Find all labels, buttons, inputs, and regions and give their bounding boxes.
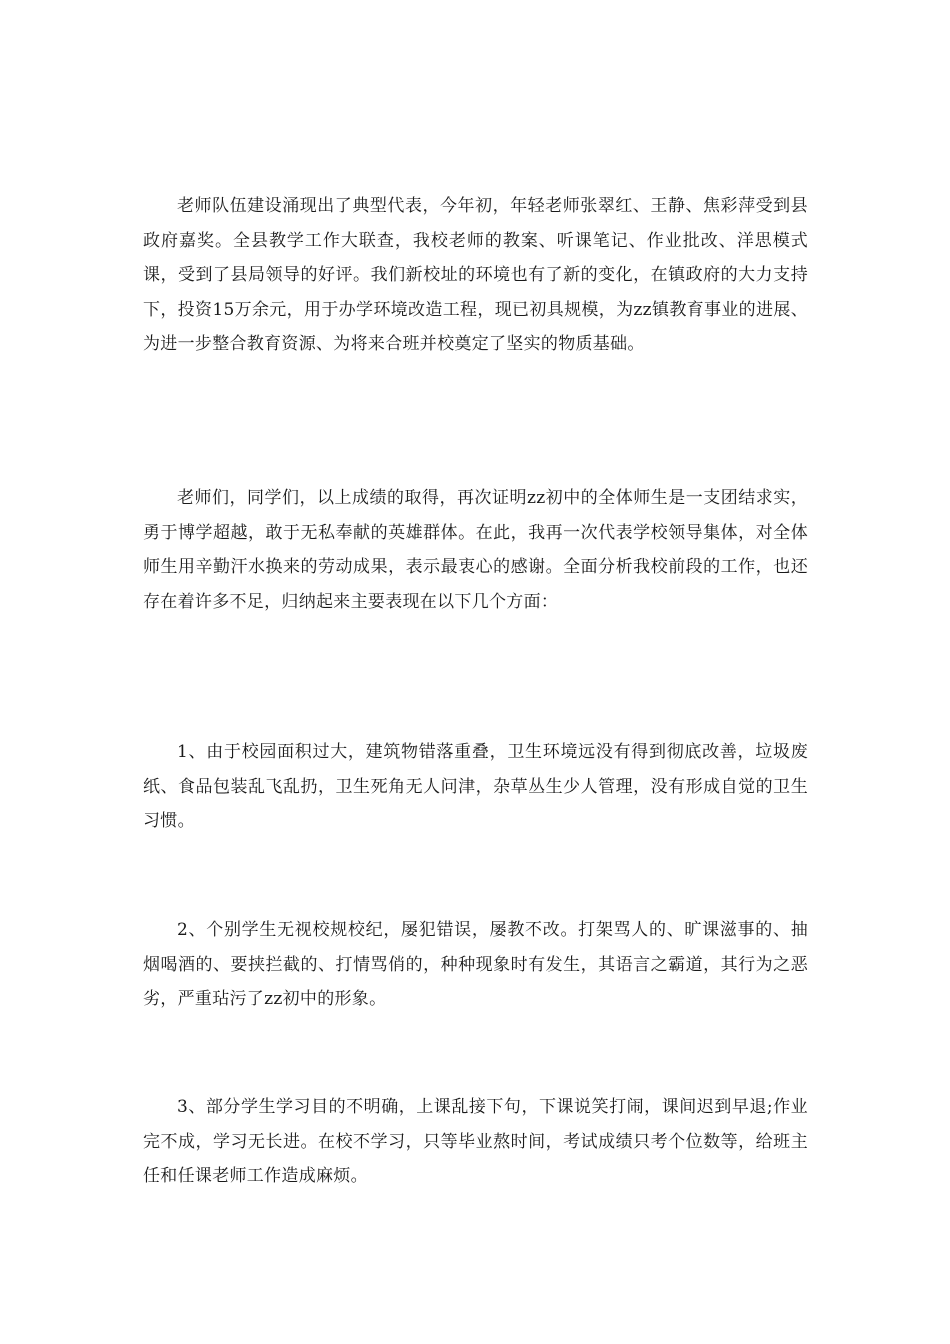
paragraph-issue-study: 3、部分学生学习目的不明确，上课乱接下句，下课说笑打闹，课间迟到早退;作业完不成，学习无长进。在校不学习，只等毕业熬时间，考试成绩只考个位数等，给班主任和任课老师工作造成麻烦。	[143, 1097, 808, 1186]
paragraph-achievements-summary: 老师们，同学们，以上成绩的取得，再次证明zz初中的全体师生是一支团结求实，勇于博学超越，敢于无私奉献的英雄群体。在此，我再一次代表学校领导集体，对全体师生用辛勤汗水换来的劳动成果，表示最衷心的感谢。全面分析我校前段的工作，也还存在着许多不足，归纳起来主要表现在以下几个方面：	[143, 488, 808, 612]
paragraph-teacher-team: 老师队伍建设涌现出了典型代表，今年初，年轻老师张翠红、王静、焦彩萍受到县政府嘉奖。全县教学工作大联查，我校老师的教案、听课笔记、作业批改、洋思模式课，受到了县局领导的好评。我们新校址的环境也有了新的变化，在镇政府的大力支持下，投资15万余元，用于办学环境改造工程，现已初具规模，为zz镇教育事业的进展、为进一步整合教育资源、为将来合班并校奠定了坚实的物质基础。	[143, 196, 808, 354]
paragraph-issue-hygiene: 1、由于校园面积过大，建筑物错落重叠，卫生环境远没有得到彻底改善，垃圾废纸、食品包装乱飞乱扔，卫生死角无人问津，杂草丛生少人管理，没有形成自觉的卫生习惯。	[143, 742, 808, 831]
paragraph-issue-discipline: 2、个别学生无视校规校纪，屡犯错误，屡教不改。打架骂人的、旷课滋事的、抽烟喝酒的、要挟拦截的、打情骂俏的，种种现象时有发生，其语言之霸道，其行为之恶劣，严重玷污了zz初中的形象。	[143, 920, 808, 1009]
